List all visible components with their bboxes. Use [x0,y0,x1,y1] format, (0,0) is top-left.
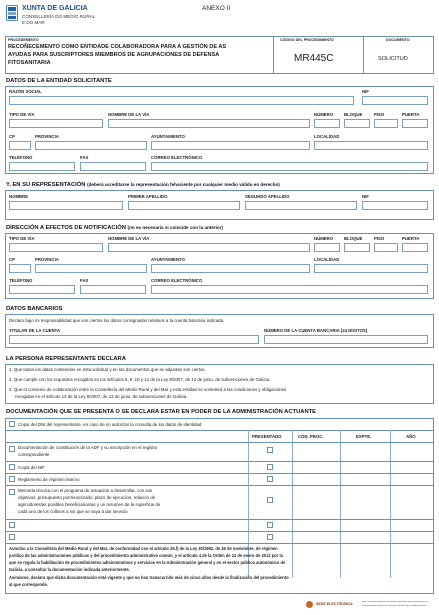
field-n-correo[interactable] [151,285,428,294]
field-n-piso[interactable] [374,243,398,252]
checkbox-dni[interactable] [9,421,15,427]
label-numero: NÚMERO [314,112,334,117]
label-n-provincia: PROVINCIA [35,257,59,262]
label-n-ayuntamiento: AYUNTAMIENTO [151,257,185,262]
footer-small-2: la sede electrónica de la Xunta de Galicia https://sede.xunta.es [362,605,427,607]
field-ayuntamiento[interactable] [151,141,310,150]
presentado-extra-2[interactable] [267,534,273,540]
authorization-line-3: que se regula la habilitación de procedimientos administrativos y servicios en la Administración general y en el sector público autonómico de [9,560,286,565]
org-dept-1: CONSELLERÍA DO MEDIO RURAL [22,14,96,19]
doc-row-memoria-d: cada uno de los cultivos a los que se vaya a dar servicio [18,509,128,514]
field-numero[interactable] [314,119,340,128]
label-correo: CORREO ELECTRÓNICO [151,155,203,160]
presentado-reglamento[interactable] [267,476,273,482]
label-razon-social: RAZÓN SOCIAL [9,89,42,94]
field-localidad[interactable] [314,141,428,150]
section-bank-title: DATOS BANCARIOS [6,306,63,312]
doc-row-memoria-c: agricultores/as posibles beneficiarios/as y un resumen de la superficie de [18,502,161,507]
label-telefono: TELÉFONO [9,155,33,160]
label-provincia: PROVINCIA [35,134,59,139]
declaration-item-2: 2. Que cumple con los requisitos recogidos en los artículos 5, 9 ,10 y 12 de la Ley 9/2007, de 13 de junio, de subvenciones de Galicia. [9,377,271,382]
label-rep-segundo-apellido: SEGUNDO APELLIDO [245,194,290,199]
annex-label: ANEXO II [202,5,231,12]
org-dept-2: E DO MAR [22,20,45,25]
field-rep-nombre[interactable] [9,201,123,210]
document-value: SOLICITUD [378,56,408,62]
label-n-telefono: TELÉFONO [9,278,33,283]
checkbox-extra-1[interactable] [9,522,15,528]
label-localidad: LOCALIDAD [314,134,340,139]
col-cod-proc: CÓD. PROC. [298,434,324,439]
procedure-title-1: RECOÑECEMENTO COMO ENTIDADE COLABORADORA PARA A GESTIÓN DE AS [8,44,227,50]
doc-row-dni: Copia del DNI del representante, en caso de no autorizar la consulta de los datos de identidad [18,422,202,427]
document-label: DOCUMENTO [386,38,410,42]
declaration-item-3b: recogidas en el artículo 13 de la Ley 9/2007, de 13 de junio, de subvenciones de Galicia. [15,394,188,399]
doc-row-nif: Copia del NIF [18,465,45,470]
field-correo[interactable] [151,162,428,171]
procedure-label: PROCEDEMENTO [8,38,39,42]
checkbox-nif[interactable] [9,464,15,470]
field-n-numero[interactable] [314,243,340,252]
field-tipo-via[interactable] [9,119,103,128]
procedure-title-2: AYUDAS PARA SUSCRIPTORES MIEMBROS DE AGRUPACIONES DE DEFENSA [8,52,220,58]
authorization-line-2: jurídico de las administraciones públicas y del procedimiento administrativo común, y el artículo 4 de la Orden de 12 de enero de 2012 por la [9,553,283,558]
field-n-nombre-via[interactable] [108,243,310,252]
field-bloque[interactable] [344,119,370,128]
field-numero-cuenta[interactable] [264,335,428,344]
label-ayuntamiento: AYUNTAMIENTO [151,134,185,139]
label-rep-nif: NIF [362,194,369,199]
label-n-piso: PISO [374,236,385,241]
label-n-cp: CP [9,257,15,262]
section-notification-title [6,225,223,231]
bank-declaration: Declaro bajo mi responsabilidad que son ciertos los datos consignados relativos a la cuenta bancaria indicada. [9,318,225,323]
label-n-numero: NÚMERO [314,236,334,241]
section-representative-note: (deberá acreditarse la representación fehaciente por cualquier medio válido en derecho) [87,182,280,187]
field-piso[interactable] [374,119,398,128]
sede-label: SEDE ELECTRÓNICA [316,602,353,606]
label-puerta: PUERTA [402,112,420,117]
field-n-telefono[interactable] [9,285,75,294]
checkbox-reglamento[interactable] [9,476,15,482]
label-nif: NIF [362,89,369,94]
label-n-correo: CORREO ELECTRÓNICO [151,278,203,283]
presentado-extra-1[interactable] [267,522,273,528]
presentado-memoria[interactable] [267,497,273,503]
field-provincia[interactable] [35,141,147,150]
field-n-provincia[interactable] [35,264,147,273]
field-n-cp[interactable] [9,264,31,273]
field-nombre-via[interactable] [108,119,310,128]
field-razon-social[interactable] [9,96,354,105]
label-n-tipo-via: TIPO DE VÍA [9,236,35,241]
field-titular[interactable] [9,335,259,344]
field-rep-nif[interactable] [362,201,428,210]
authorization-line-4: Galicia, a consultar la documentación indicada anteriormente. [9,567,130,572]
label-bloque: BLOQUE [344,112,363,117]
field-n-fax[interactable] [80,285,146,294]
label-cp: CP [9,134,15,139]
checkbox-memoria[interactable] [9,489,15,495]
field-n-bloque[interactable] [344,243,370,252]
label-fax: FAX [80,155,89,160]
shield-icon [6,5,18,21]
label-piso: PISO [374,112,385,117]
authorization-line-1: Autorizo a la Consellería del Medio Rural y del Mar, de conformidad con el artículo 35.f) de la Ley 30/1992, de 26 de noviembre, de régimen [9,546,278,551]
field-nif[interactable] [362,96,428,105]
field-telefono[interactable] [9,162,75,171]
section-notification-note: (no es necesaria si coincide con la anterior) [127,225,224,230]
label-nombre-via: NOMBRE DE LA VÍA [108,112,150,117]
declaration-item-1: 1. Que todos los datos contenidos en esta solicitud y en los documentos que se adjuntan son ciertos. [9,367,206,372]
section-declaration-title: LA PERSONA REPRESENTANTE DECLARA [6,356,126,362]
doc-row-memoria-a: Memoria técnica con el programa de actuación a desarrollar, con sus [18,488,153,493]
col-presentado: PRESENTADO [252,434,282,439]
section-representative-title [6,182,280,188]
presentado-constitucion[interactable] [267,447,273,453]
col-expte: EXPTE. [356,434,372,439]
label-titular: TITULAR DE LA CUENTA [9,328,61,333]
section-documents-title: DOCUMENTACIÓN QUE SE PRESENTA O SE DECLARA ESTAR EN PODER DE LA ADMINISTRACIÓN ACTUANTE [6,409,317,415]
footer-small-1: Este formulario también se puede presentar electrónicamente en [362,601,429,603]
procedure-code-value: MR445C [294,53,334,64]
authorization-line-6: al que corresponde. [9,582,48,587]
label-rep-primer-apellido: PRIMER APELLIDO [128,194,168,199]
doc-row-reglamento: Reglamento de régimen interno [18,477,80,482]
field-cp[interactable] [9,141,31,150]
checkbox-constitucion[interactable] [9,446,15,452]
sede-icon [306,601,313,608]
label-tipo-via: TIPO DE VÍA [9,112,35,117]
doc-row-constitucion-b: correspondiente [18,452,50,457]
label-n-fax: FAX [80,278,89,283]
field-n-tipo-via[interactable] [9,243,103,252]
presentado-nif[interactable] [267,464,273,470]
section-applicant-title: DATOS DE LA ENTIDAD SOLICITANTE [6,78,112,84]
field-fax[interactable] [80,162,146,171]
checkbox-extra-2[interactable] [9,534,15,540]
authorization-line-5: Asimismo, declaro que dicha documentación está vigente y que no han transcurrido más de cinco años desde la finalización del procedimiento [9,575,289,580]
field-n-localidad[interactable] [314,264,428,273]
section-representative-heading: Y, EN SU REPRESENTACIÓN [6,182,86,188]
field-rep-primer-apellido[interactable] [128,201,240,210]
xunta-logo [6,5,18,21]
declaration-item-3a: 3. Que el convenio de colaboración entre la Consellería del Medio Rural y del Mar y esta entidad se someterá a las condiciones y obligaciones [9,387,287,392]
procedure-title-3: FITOSANITARIA [8,60,51,66]
label-n-localidad: LOCALIDAD [314,257,340,262]
org-name: XUNTA DE GALICIA [22,5,88,12]
procedure-code-label: CÓDIGO DEL PROCEDIMIENTO [280,38,334,42]
doc-row-constitucion-a: Documentación de constitución de la ADF y su inscripción en el registro [18,445,158,450]
col-ano: AÑO [406,434,416,439]
label-n-nombre-via: NOMBRE DE LA VÍA [108,236,150,241]
field-n-ayuntamiento[interactable] [151,264,310,273]
doc-row-memoria-b: objetivos, presupuesto pormenorizado, plazo de ejecución, relación de [18,495,156,500]
section-notification-heading: DIRECCIÓN A EFECTOS DE NOTIFICACIÓN [6,225,126,231]
field-puerta[interactable] [402,119,428,128]
label-rep-nombre: NOMBRE [9,194,29,199]
label-n-puerta: PUERTA [402,236,420,241]
label-n-bloque: BLOQUE [344,236,363,241]
field-rep-segundo-apellido[interactable] [245,201,357,210]
field-n-puerta[interactable] [402,243,428,252]
label-numero-cuenta: NÚMERO DE LA CUENTA BANCARIA (24 DÍGITOS) [264,328,368,333]
